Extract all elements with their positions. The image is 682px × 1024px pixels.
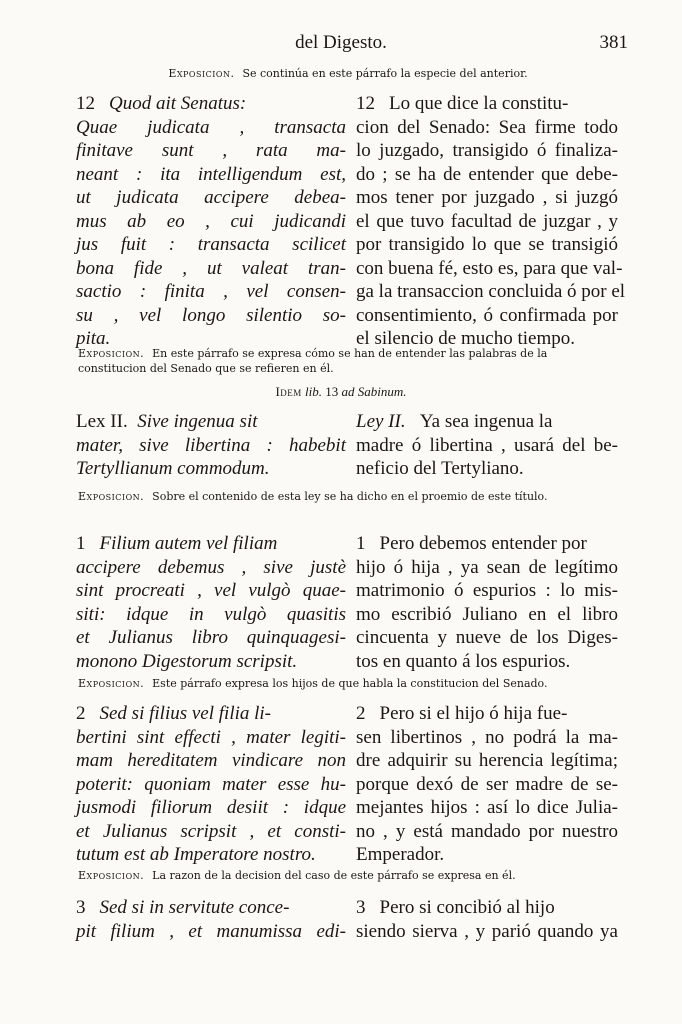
latin-column-section-4 [76, 702, 346, 867]
spanish-line: Ley II. Ya sea ingenua la [356, 411, 553, 432]
latin-line: siti: idque in vulgò quasitis [76, 603, 346, 625]
exposition-label: Exposicion. [78, 677, 145, 690]
spanish-column-section-4 [356, 702, 618, 867]
spanish-line: tos en quanto á los espurios. [356, 650, 571, 672]
exposition-label: Exposicion. [78, 490, 145, 503]
latin-line: poterit: quoniam mater esse hu- [76, 773, 346, 795]
exposition-text: En este párrafo se expresa cómo se han de entender las palabras de la constitucion del Senado que se refieren en él. [78, 347, 548, 375]
source-citation [0, 384, 682, 400]
spanish-line: porque dexó de ser madre de se- [356, 773, 618, 795]
latin-line: et Julianus scripsit , et consti- [76, 820, 346, 842]
law-number: Ley II. [356, 411, 406, 432]
latin-line: mus ab eo , cui judicandi [76, 210, 346, 232]
latin-line: Lex II. Sive ingenua sit [76, 411, 258, 432]
latin-line: pit filium , et manumissa edi- [76, 920, 346, 942]
spanish-column-section-2 [356, 410, 618, 481]
paragraph-number: 2 [76, 703, 86, 724]
latin-line: sactio : finita , vel consen- [76, 281, 346, 302]
latin-line: pita. [76, 328, 111, 349]
spanish-line: neficio del Tertyliano. [356, 458, 524, 479]
latin-line: 2 Sed si filius vel filia li- [76, 703, 272, 724]
latin-line: sint procreati , vel vulgò quae- [76, 580, 346, 601]
latin-line: bertini sint effecti , mater legiti- [76, 726, 346, 748]
spanish-line: consentimiento, ó confirmada por [356, 304, 618, 326]
citation-book: lib. [305, 384, 323, 399]
spanish-line: matrimonio ó espurios : lo mis- [356, 580, 618, 601]
spanish-line: cincuenta y nueve de los Diges- [356, 627, 618, 648]
latin-line: et Julianus libro quinquagesi- [76, 627, 346, 648]
spanish-line: no , y está mandado por nuestro [356, 820, 618, 842]
spanish-line: dre adquirir su herencia legítima; [356, 750, 618, 771]
exposition-3 [78, 676, 618, 691]
paragraph-number: 12 [76, 93, 95, 114]
exposition-text: La razon de la decision del caso de este párrafo se expresa en él. [152, 869, 516, 882]
latin-line: finitave sunt , rata ma- [76, 140, 346, 161]
latin-column-section-1 [76, 92, 346, 351]
spanish-line: siendo sierva , y parió quando ya [356, 920, 618, 942]
spanish-line: 3 Pero si concibió al hijo [356, 897, 555, 918]
spanish-column-section-1 [356, 92, 626, 351]
latin-line: Quae judicata , transacta [76, 116, 346, 138]
spanish-column-section-3 [356, 532, 618, 673]
latin-line: Tertyllianum commodum. [76, 458, 270, 479]
spanish-line: hijo ó hija , ya sean de legítimo [356, 556, 618, 578]
latin-column-section-2 [76, 410, 346, 481]
exposition-0 [78, 66, 618, 81]
paragraph-number: 12 [356, 93, 375, 114]
spanish-line: mos tener por juzgado , si juzgó [356, 187, 618, 208]
latin-line: monono Digestorum scripsit. [76, 650, 298, 672]
spanish-line: 12 Lo que dice la constitu- [356, 93, 569, 114]
spanish-line: sen libertinos , no podrá la ma- [356, 726, 618, 748]
exposition-2 [78, 489, 618, 504]
latin-line: jusmodi filiorum desiit : idque [76, 797, 346, 818]
running-title: del Digesto. [295, 32, 387, 53]
latin-line: tutum est ab Imperatore nostro. [76, 844, 316, 865]
spanish-line: Emperador. [356, 844, 445, 865]
spanish-line: ga la transaccion concluida ó por el [356, 281, 626, 302]
spanish-line: con buena fé, esto es, para que val- [356, 257, 623, 279]
paragraph-number: 1 [356, 533, 366, 554]
citation-number: 13 [325, 384, 339, 399]
page-header [0, 32, 682, 58]
spanish-line: el que tuvo facultad de juzgar , y [356, 210, 618, 232]
spanish-line: lo juzgado, transigido ó finaliza- [356, 140, 618, 161]
latin-line: accipere debemus , sive justè [76, 556, 346, 578]
spanish-line: madre ó libertina , usará del be- [356, 434, 618, 456]
latin-line: jus fuit : transacta scilicet [76, 234, 346, 255]
exposition-label: Exposicion. [78, 869, 145, 882]
latin-line: 12 Quod ait Senatus: [76, 93, 247, 114]
citation-work: ad Sabinum. [341, 384, 407, 399]
latin-line: mater, sive libertina : habebit [76, 434, 346, 456]
spanish-line: do ; se ha de entender que debe- [356, 163, 618, 185]
paragraph-number: 3 [356, 897, 366, 918]
latin-column-section-3 [76, 532, 346, 673]
paragraph-number: 2 [356, 703, 366, 724]
exposition-text: Sobre el contenido de esta ley se ha dicho en el proemio de este título. [152, 490, 548, 503]
exposition-label: Exposicion. [168, 67, 235, 80]
exposition-text: Este párrafo expresa los hijos de que habla la constitucion del Senado. [152, 677, 548, 690]
exposition-label: Exposicion. [78, 347, 145, 360]
latin-line: 1 Filium autem vel filiam [76, 533, 278, 554]
spanish-line: por transigido lo que se transigió [356, 234, 618, 255]
exposition-1 [78, 346, 618, 376]
latin-line: 3 Sed si in servitute conce- [76, 897, 290, 918]
spanish-line: el silencio de mucho tiempo. [356, 328, 575, 349]
latin-line: neant : ita intelligendum est, [76, 163, 346, 185]
exposition-4 [78, 868, 618, 883]
spanish-line: 2 Pero si el hijo ó hija fue- [356, 703, 568, 724]
latin-line: ut judicata accipere debea- [76, 187, 346, 208]
latin-line: su , vel longo silentio so- [76, 304, 346, 326]
citation-author: Idem [275, 384, 302, 399]
law-number: Lex II. [76, 411, 128, 432]
spanish-line: mejantes hijos : así lo dice Julia- [356, 797, 618, 818]
latin-column-section-5 [76, 896, 346, 943]
spanish-line: cion del Senado: Sea firme todo [356, 116, 618, 138]
spanish-column-section-5 [356, 896, 618, 943]
spanish-line: 1 Pero debemos entender por [356, 533, 587, 554]
latin-line: mam hereditatem vindicare non [76, 750, 346, 771]
page-number: 381 [599, 32, 628, 53]
paragraph-number: 3 [76, 897, 86, 918]
latin-line: bona fide , ut valeat tran- [76, 257, 346, 279]
spanish-line: mo escribió Juliano en el libro [356, 603, 618, 625]
exposition-text: Se continúa en este párrafo la especie del anterior. [242, 67, 528, 80]
paragraph-number: 1 [76, 533, 86, 554]
